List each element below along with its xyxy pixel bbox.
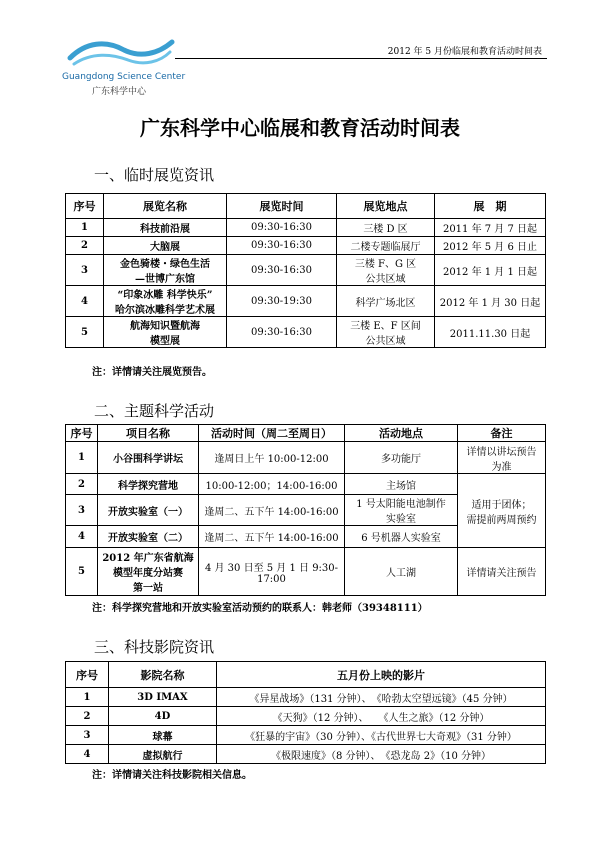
table-row: 4 虚拟航行 《极限速度》（8 分钟）、 《恐龙岛 2》（10 分钟） <box>66 745 546 764</box>
section1-note: 注：详情请关注展览预告。 <box>92 367 212 378</box>
section2-note: 注：科学探究营地和开放实验室活动预约的联系人：韩老师（39348111） <box>92 603 428 614</box>
merged-remark-cell: 适用于团体； 需提前两周预约 <box>458 474 546 548</box>
table-row: 1 小谷围科学讲坛 逢周日上午 10:00-12:00 多功能厅 详情以讲坛预告 为准 <box>66 442 546 474</box>
table-row: 2 科学探究营地 10:00-12:00；14:00-16:00 主场馆 适用于团体； 需提前两周预约 <box>66 474 546 495</box>
col-header: 活动时间（周二至周日） <box>199 425 345 442</box>
col-header: 序号 <box>66 194 104 219</box>
table-row: 5 2012 年广东省航海 模型年度分站赛 第一站 4 月 30 日至 5 月 1 日 9:30-17:00 人工湖 详情请关注预告 <box>66 548 546 596</box>
cinema-table <box>65 661 546 764</box>
col-header: 序号 <box>66 662 109 688</box>
section1-heading: 一、临时展览资讯 <box>94 166 215 184</box>
page-title: 广东科学中心临展和教育活动时间表 <box>140 116 460 140</box>
col-header: 展览地点 <box>337 194 435 219</box>
header-rule <box>175 58 547 59</box>
logo-wave-icon <box>66 36 176 70</box>
exhibition-table <box>65 193 546 348</box>
table-row: 4 “印象冰雕 科学快乐” 哈尔滨冰雕科学艺术展 09:30-19:30 科学广场北区 2012 年 1 月 30 日起 <box>66 286 546 317</box>
col-header: 活动地点 <box>345 425 458 442</box>
section3-note: 注：详情请关注科技影院相关信息。 <box>92 770 252 781</box>
logo-english-text: Guangdong Science Center <box>62 72 186 82</box>
table-row: 4 开放实验室（二） 逢周二、五下午 14:00-16:00 6 号机器人实验室 <box>66 526 546 548</box>
table-row: 2 大脑展 09:30-16:30 二楼专题临展厅 2012 年 5 月 6 日止 <box>66 237 546 255</box>
table-row: 3 球幕 《狂暴的宇宙》（30 分钟）、《古代世界七大奇观》（31 分钟） <box>66 726 546 745</box>
col-header: 备注 <box>458 425 546 442</box>
logo-chinese-text: 广东科学中心 <box>92 87 147 97</box>
table-row: 1 3D IMAX 《异星战场》（131 分钟）、 《哈勃太空望远镜》（45 分钟） <box>66 688 546 707</box>
logo <box>62 36 186 97</box>
section3-heading: 三、科技影院资讯 <box>94 638 215 656</box>
table-row: 3 开放实验室（一） 逢周二、五下午 14:00-16:00 1 号太阳能电池制作 实验室 <box>66 495 546 526</box>
section2-heading: 二、主题科学活动 <box>94 402 215 420</box>
table-row: 1 科技前沿展 09:30-16:30 三楼 D 区 2011 年 7 月 7 日起 <box>66 219 546 237</box>
header-right-text: 2012 年 5 月份临展和教育活动时间表 <box>387 47 542 57</box>
table-row: 2 4D 《天狗》（12 分钟）、 《人生之旅》（12 分钟） <box>66 707 546 726</box>
col-header: 序号 <box>66 425 98 442</box>
table-row: 3 金色骑楼・绿色生活 —世博广东馆 09:30-16:30 三楼 F、G 区 公共区域 2012 年 1 月 1 日起 <box>66 255 546 286</box>
science-activity-table <box>65 424 546 596</box>
col-header: 展 期 <box>435 194 546 219</box>
col-header: 影院名称 <box>109 662 217 688</box>
col-header: 五月份上映的影片 <box>217 662 546 688</box>
col-header: 展览名称 <box>104 194 227 219</box>
col-header: 项目名称 <box>98 425 199 442</box>
col-header: 展览时间 <box>227 194 337 219</box>
table-row: 5 航海知识暨航海 模型展 09:30-16:30 三楼 E、F 区间 公共区域 2011.11.30 日起 <box>66 317 546 348</box>
